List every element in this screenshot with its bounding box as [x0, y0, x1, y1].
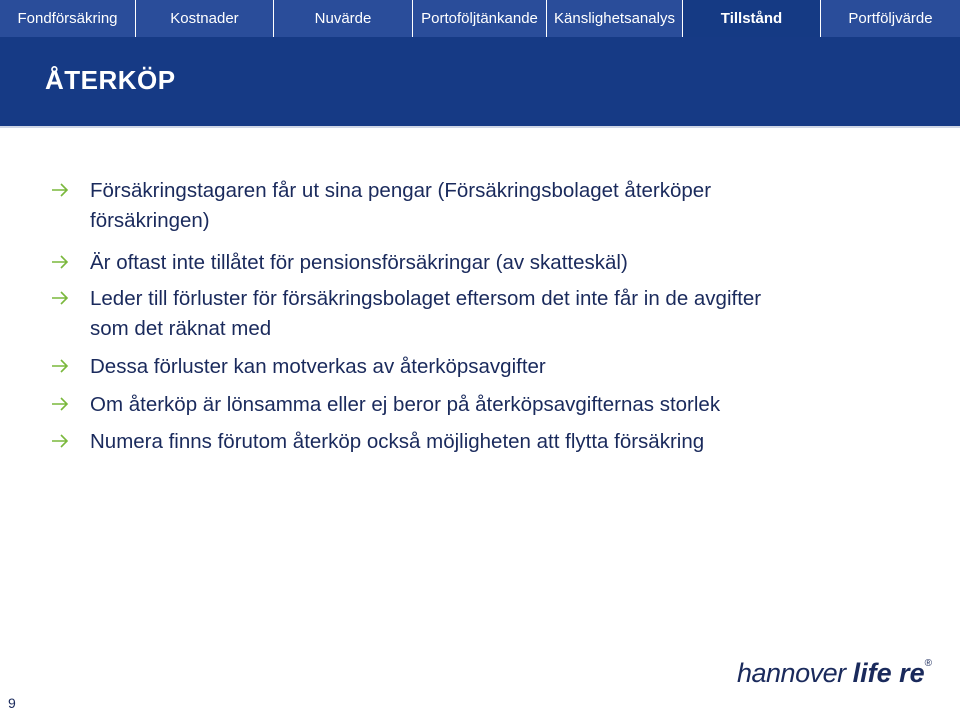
arrow-right-icon: [51, 395, 69, 413]
tab-nuvarde[interactable]: Nuvärde: [274, 0, 413, 37]
title-divider: [0, 126, 960, 128]
company-logo: [737, 658, 932, 689]
arrow-right-icon: [51, 253, 69, 271]
tab-portofoljtankande[interactable]: Portoföljtänkande: [413, 0, 547, 37]
registered-mark: ®: [924, 658, 933, 669]
bullet-text: Leder till förluster för försäkringsbolaget eftersom det inte får in de avgifter: [90, 287, 762, 310]
tab-kostnader[interactable]: Kostnader: [136, 0, 274, 37]
arrow-right-icon: [51, 432, 69, 450]
bullet-text: Numera finns förutom återköp också möjligheten att flytta försäkring: [90, 430, 705, 453]
bullet-text: Dessa förluster kan motverkas av återköpsavgifter: [90, 355, 546, 378]
logo-text-bold: life re: [852, 658, 925, 688]
bullet-text: Är oftast inte tillåtet för pensionsförsäkringar (av skatteskäl): [90, 251, 628, 274]
arrow-right-icon: [51, 289, 69, 307]
bullet-text-continued: som det räknat med: [90, 317, 272, 340]
page-number: 9: [8, 695, 16, 711]
bullet-text: Om återköp är lönsamma eller ej beror på återköpsavgifternas storlek: [90, 393, 721, 416]
top-navigation: [0, 0, 960, 37]
arrow-right-icon: [51, 357, 69, 375]
tab-tillstand[interactable]: Tillstånd: [683, 0, 821, 37]
tab-portfoljvarde[interactable]: Portföljvärde: [848, 10, 933, 27]
logo-text-light: hannover: [737, 658, 853, 688]
page-title: ÅTERKÖP: [45, 65, 176, 95]
bullet-text: Försäkringstagaren får ut sina pengar (Försäkringsbolaget återköper: [90, 179, 712, 202]
title-bar: [0, 37, 960, 126]
tab-fondforsakring[interactable]: Fondförsäkring: [0, 0, 136, 37]
bullet-text-continued: försäkringen): [90, 209, 210, 232]
tab-kanslighetsanalys[interactable]: Känslighetsanalys: [547, 0, 683, 37]
arrow-right-icon: [51, 181, 69, 199]
